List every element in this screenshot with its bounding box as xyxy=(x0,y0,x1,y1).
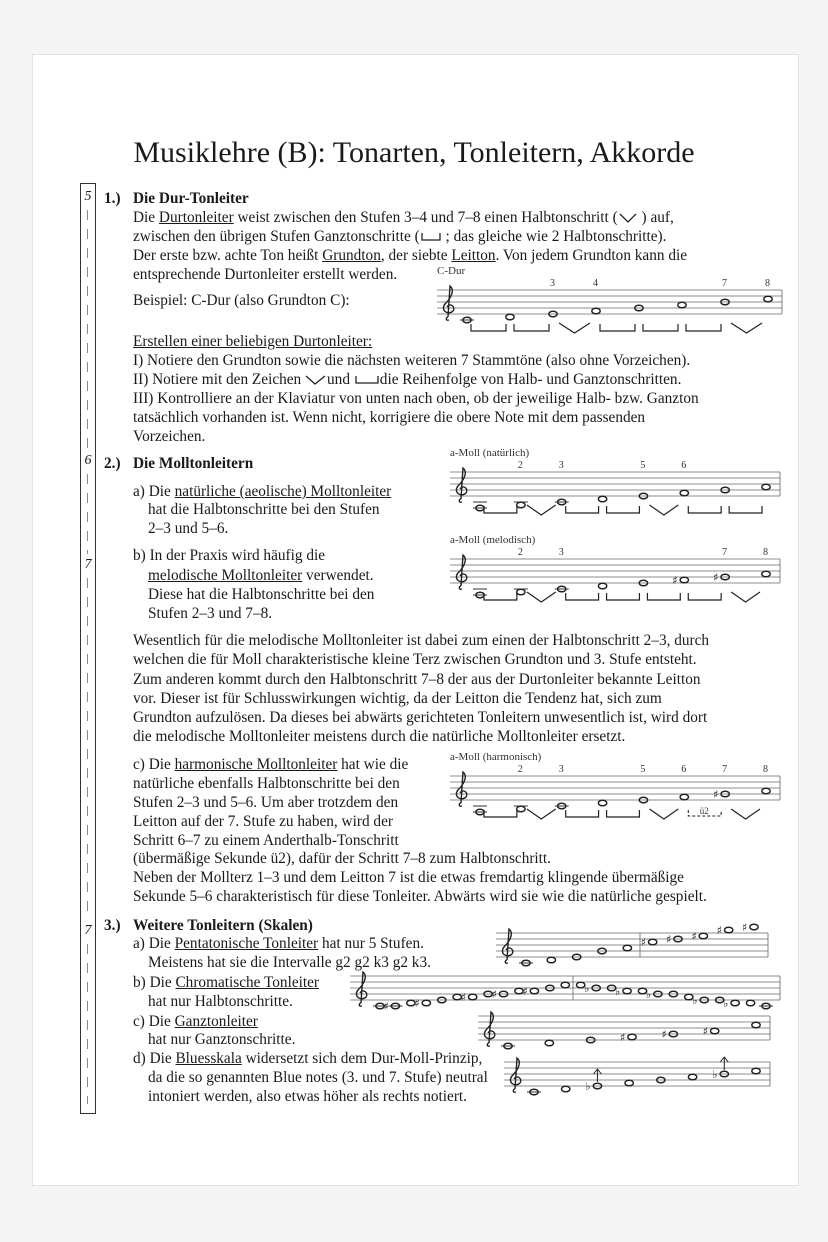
text-line: b) Die Chromatische Tonleiter xyxy=(133,974,319,991)
flat-icon: ♭ xyxy=(584,982,590,995)
sharp-icon: ♯ xyxy=(742,921,748,934)
text-line: natürliche ebenfalls Halbtonschritte bei den xyxy=(133,775,400,792)
flat-icon: ♭ xyxy=(615,985,621,998)
wholetone-bracket xyxy=(607,593,640,600)
whole-note xyxy=(762,484,770,490)
whole-note xyxy=(752,1022,760,1028)
margin-number: 7 xyxy=(84,557,92,572)
whole-note xyxy=(530,988,538,994)
degree-label: 6 xyxy=(681,460,687,471)
wholetone-symbol-icon xyxy=(354,375,380,385)
halftone-mark xyxy=(731,809,760,819)
treble-clef-icon xyxy=(484,1012,494,1046)
sharp-icon: ♯ xyxy=(522,985,528,998)
staff-label: a-Moll (natürlich) xyxy=(450,447,530,459)
text-line: Beispiel: C-Dur (also Grundton C): xyxy=(133,292,350,309)
wholetone-bracket xyxy=(484,810,517,817)
staff-label: a-Moll (melodisch) xyxy=(450,534,536,546)
treble-clef-icon xyxy=(502,929,512,963)
degree-label: 6 xyxy=(681,764,687,775)
text-line: Stufen 2–3 und 7–8. xyxy=(148,605,273,622)
staff-ganzton xyxy=(478,1008,770,1054)
text-line: c) Die harmonische Molltonleiter hat wie die xyxy=(133,756,409,773)
flat-icon: ♭ xyxy=(585,1080,591,1093)
wholetone-bracket xyxy=(566,593,599,600)
whole-note xyxy=(628,1034,636,1040)
whole-note xyxy=(598,496,606,502)
text-line: a) Die natürliche (aeolische) Molltonleiter xyxy=(133,483,392,500)
text-line: Der erste bzw. achte Ton heißt Grundton, der siebte Leitton. Von jedem Grundton kann die xyxy=(133,247,688,264)
text-line: Wesentlich für die melodische Molltonleiter ist dabei zum einen der Halbtonschritt 2–3, durch xyxy=(133,632,710,649)
halftone-mark xyxy=(731,592,760,602)
wholetone-bracket xyxy=(600,324,635,331)
text-line: intoniert werden, also etwas höher als rechts notiert. xyxy=(148,1088,468,1105)
sharp-icon: ♯ xyxy=(491,988,497,1001)
sharp-icon: ♯ xyxy=(702,1025,708,1038)
whole-note xyxy=(678,302,686,308)
whole-note xyxy=(750,924,758,930)
degree-label: 8 xyxy=(763,764,768,775)
text-line: Sekunde 5–6 charakteristisch für diese Tonleiter. Abwärts wird sie wie die natürliche gespielt. xyxy=(133,888,707,905)
text-line: hat nur Halbtonschritte. xyxy=(148,993,293,1010)
treble-clef-icon xyxy=(456,468,466,502)
flat-icon: ♭ xyxy=(723,997,729,1010)
text-line: da die so genannten Blue notes (3. und 7. Stufe) neutral xyxy=(148,1069,488,1086)
wholetone-bracket xyxy=(566,506,599,513)
text-line: Stufen 2–3 und 5–6. Um aber trotzdem den xyxy=(133,794,399,811)
halftone-mark xyxy=(527,809,556,819)
whole-note xyxy=(724,927,732,933)
whole-note xyxy=(468,994,476,1000)
flat-icon: ♭ xyxy=(692,994,698,1007)
sharp-icon: ♯ xyxy=(713,788,719,801)
whole-note xyxy=(598,800,606,806)
margin-box xyxy=(80,183,96,1114)
treble-clef-icon xyxy=(456,772,466,806)
whole-note xyxy=(764,296,772,302)
degree-label: 7 xyxy=(722,764,728,775)
halftone-mark xyxy=(731,323,762,333)
sharp-icon: ♯ xyxy=(640,936,646,949)
text-line: Schritt 6–7 zu einem Anderthalb-Tonschritt xyxy=(133,832,399,849)
whole-note xyxy=(746,1000,754,1006)
whole-note xyxy=(731,1000,739,1006)
text-line: Leitton auf der 7. Stufe zu haben, wird der xyxy=(133,813,393,830)
text-line: II) Notiere mit den Zeichen und die Reihenfolge von Halb- und Ganztonschritten. xyxy=(133,371,682,388)
wholetone-bracket xyxy=(688,593,721,600)
text-line: zwischen den übrigen Stufen Ganztonschritte ( ; das gleiche wie 2 Halbtonschritte). xyxy=(133,228,667,245)
sharp-icon: ♯ xyxy=(460,991,466,1004)
text-line: die melodische Molltonleiter meistens durch die natürliche Molltonleiter ersetzt. xyxy=(133,728,626,745)
sharp-icon: ♯ xyxy=(383,1000,389,1013)
whole-note xyxy=(762,788,770,794)
wholetone-bracket xyxy=(686,324,721,331)
staff-a-moll-natuerlich xyxy=(450,446,780,532)
sharp-icon: ♯ xyxy=(691,930,697,943)
halftone-mark xyxy=(649,505,678,515)
degree-label: 2 xyxy=(517,547,523,558)
margin-dash xyxy=(87,474,88,554)
text-line: melodische Molltonleiter verwendet. xyxy=(148,567,374,584)
whole-note xyxy=(517,589,525,595)
text-line: Die Durtonleiter weist zwischen den Stufen 3–4 und 7–8 einen Halbtonschritt ( ) auf, xyxy=(133,209,674,226)
treble-clef-icon xyxy=(456,555,466,589)
wholetone-bracket xyxy=(729,506,762,513)
halftone-symbol-icon xyxy=(305,375,327,385)
sharp-icon: ♯ xyxy=(713,571,719,584)
halftone-mark xyxy=(527,505,556,515)
degree-label: 3 xyxy=(558,764,564,775)
degree-label: 7 xyxy=(722,547,728,558)
margin-number: 6 xyxy=(84,453,92,468)
text-line: tatsächlich vorhanden ist. Wenn nicht, korrigiere die obere Note mit dem passenden xyxy=(133,409,646,426)
wholetone-bracket xyxy=(643,324,678,331)
text-line: welchen die für Moll charakteristische kleine Terz zwischen Grundton und 3. Stufe entsteht. xyxy=(133,651,697,668)
whole-note xyxy=(688,1074,696,1080)
wholetone-bracket xyxy=(514,324,549,331)
page-title: Musiklehre (B): Tonarten, Tonleitern, Akkorde xyxy=(133,136,695,169)
degree-label: 7 xyxy=(722,278,727,289)
text-line: Grundton aufzulösen. Da dieses bei abwärts gerichteten Tonleitern unwesentlich ist, wird dort xyxy=(133,709,708,726)
whole-note xyxy=(592,308,600,314)
margin-number: 5 xyxy=(84,189,92,204)
degree-label: 3 xyxy=(558,547,564,558)
wholetone-bracket xyxy=(607,506,640,513)
margin-dash xyxy=(87,944,88,1104)
section-number: 1.) xyxy=(104,190,121,207)
margin-dash xyxy=(87,210,88,450)
whole-note xyxy=(710,1028,718,1034)
wholetone-bracket xyxy=(688,506,721,513)
section-heading: Die Molltonleitern xyxy=(133,455,254,472)
staff-label: a-Moll (harmonisch) xyxy=(450,751,542,763)
subheading: Erstellen einer beliebigen Durtonleiter: xyxy=(133,333,373,350)
whole-note xyxy=(680,577,688,583)
section-heading: Die Dur-Tonleiter xyxy=(133,190,249,207)
text-line: hat nur Ganztonschritte. xyxy=(148,1031,296,1048)
text-line: vor. Dieser ist für Schlusswirkungen wichtig, da der Leitton die Tendenz hat, sich zum xyxy=(133,690,662,707)
degree-label: 4 xyxy=(593,278,598,289)
whole-note xyxy=(762,571,770,577)
staff-a-moll-melodisch xyxy=(450,533,780,619)
wholetone-bracket xyxy=(471,324,506,331)
treble-clef-icon xyxy=(510,1058,520,1092)
text-line: Meistens hat sie die Intervalle g2 g2 k3 g2 k3. xyxy=(148,954,431,971)
degree-label: 5 xyxy=(640,460,646,471)
wholetone-bracket xyxy=(484,593,517,600)
wholetone-bracket xyxy=(607,810,640,817)
text-line: III) Kontrolliere an der Klaviatur von unten nach oben, ob der jeweilige Halb- bzw. Ganzton xyxy=(133,390,699,407)
text-line: Zum anderen kommt durch den Halbtonschritt 7–8 der aus der Durtonleiter bekannte Leitton xyxy=(133,671,701,688)
whole-note xyxy=(625,1080,633,1086)
staff-label: C-Dur xyxy=(437,265,466,277)
sharp-icon: ♯ xyxy=(620,1031,626,1044)
text-line: Neben der Mollterz 1–3 und dem Leitton 7 ist die etwas fremdartig klingende übermäßige xyxy=(133,869,684,886)
whole-note xyxy=(545,1040,553,1046)
section-number: 3.) xyxy=(104,917,121,934)
whole-note xyxy=(648,939,656,945)
section-heading: Weitere Tonleitern (Skalen) xyxy=(133,917,313,934)
whole-note xyxy=(623,945,631,951)
wholetone-bracket xyxy=(647,593,680,600)
text-line: d) Die Bluesskala widersetzt sich dem Dur-Moll-Prinzip, xyxy=(133,1050,483,1067)
wholetone-bracket xyxy=(566,810,599,817)
sharp-icon: ♯ xyxy=(661,1028,667,1041)
whole-note xyxy=(598,583,606,589)
whole-note xyxy=(680,490,688,496)
whole-note xyxy=(680,794,688,800)
text-line: b) In der Praxis wird häufig die xyxy=(133,547,326,564)
degree-label: 5 xyxy=(640,764,646,775)
whole-note xyxy=(699,933,707,939)
treble-clef-icon xyxy=(356,972,366,1006)
halftone-mark xyxy=(649,809,678,819)
margin-dash xyxy=(87,578,88,918)
flat-icon: ♭ xyxy=(712,1068,718,1081)
whole-note xyxy=(422,1000,430,1006)
whole-note xyxy=(517,806,525,812)
whole-note xyxy=(752,1068,760,1074)
text-line: (übermäßige Sekunde ü2), dafür der Schritt 7–8 zum Halbtonschritt. xyxy=(133,850,552,867)
staff-c-dur xyxy=(437,265,782,340)
text-line: entsprechende Durtonleiter erstellt werden. xyxy=(133,266,398,283)
sharp-icon: ♯ xyxy=(414,997,420,1010)
text-line: Diese hat die Halbtonschritte bei den xyxy=(148,586,375,603)
staff-blues xyxy=(504,1050,770,1100)
whole-note xyxy=(623,988,631,994)
degree-label: 3 xyxy=(550,278,555,289)
treble-clef-icon xyxy=(443,286,453,320)
staff-a-moll-harmonisch xyxy=(450,750,780,836)
staff-pentatonik xyxy=(496,921,768,971)
whole-note xyxy=(517,502,525,508)
whole-note xyxy=(506,314,514,320)
sharp-icon: ♯ xyxy=(666,933,672,946)
degree-label: 3 xyxy=(558,460,564,471)
margin-number: 7 xyxy=(84,923,92,938)
whole-note xyxy=(562,1086,570,1092)
degree-label: 8 xyxy=(763,547,768,558)
sharp-icon: ♯ xyxy=(672,574,678,587)
halftone-symbol-icon xyxy=(618,213,638,223)
text-line: c) Die Ganztonleiter xyxy=(133,1013,258,1030)
augmented-second-label: ü2 xyxy=(699,806,709,816)
degree-label: 2 xyxy=(517,460,523,471)
halftone-mark xyxy=(559,323,590,333)
text-line: Vorzeichen. xyxy=(133,428,206,445)
flat-icon: ♭ xyxy=(645,988,652,1001)
whole-note xyxy=(561,982,569,988)
degree-label: 8 xyxy=(765,278,770,289)
wholetone-bracket xyxy=(484,506,517,513)
degree-label: 2 xyxy=(517,764,523,775)
whole-note xyxy=(547,957,555,963)
halftone-mark xyxy=(527,592,556,602)
wholetone-symbol-icon xyxy=(420,232,442,242)
text-line: I) Notiere den Grundton sowie die nächsten weiteren 7 Stammtöne (also ohne Vorzeichen). xyxy=(133,352,691,369)
text-line: a) Die Pentatonische Tonleiter hat nur 5 Stufen. xyxy=(133,935,424,952)
text-line: hat die Halbtonschritte bei den Stufen xyxy=(148,501,380,518)
section-number: 2.) xyxy=(104,455,121,472)
sharp-icon: ♯ xyxy=(716,924,722,937)
text-line: 2–3 und 5–6. xyxy=(148,520,229,537)
